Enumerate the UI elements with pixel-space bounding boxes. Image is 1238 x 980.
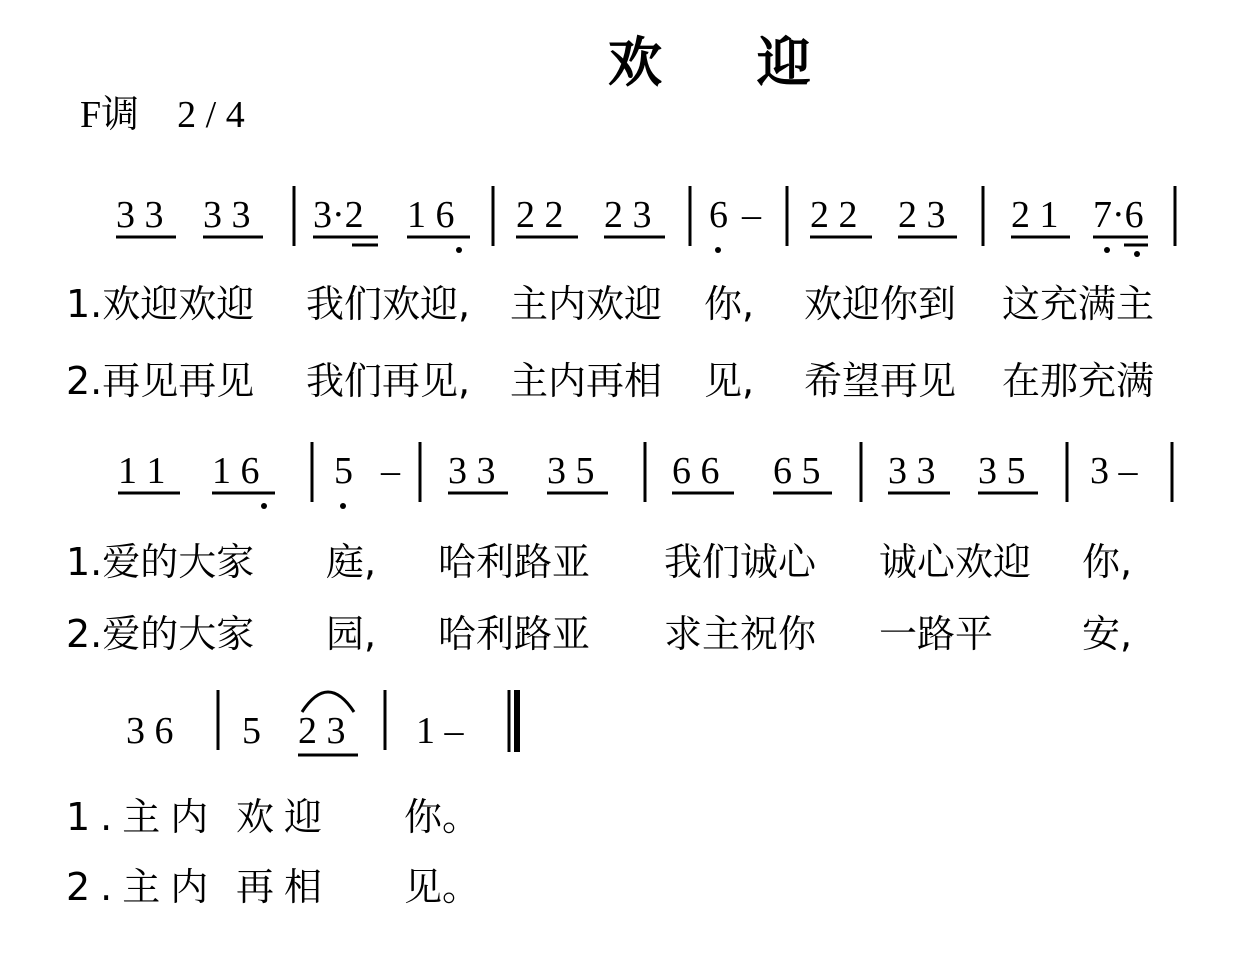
lyric-verse2: 我们再见, (306, 359, 471, 403)
low-octave-dot (261, 503, 267, 509)
lyric-verse1: 我们欢迎, (306, 282, 471, 326)
lyric-verse2: 见。 (404, 865, 481, 909)
note-group: 3 3 (116, 194, 164, 236)
lyric-verse1: 1.主内 (66, 795, 219, 839)
lyric-verse2: 2.再见再见 (66, 359, 255, 403)
note-group: 6 5 (773, 450, 821, 492)
lyric-verse2: 见, (704, 359, 755, 403)
note-group: 2 3 (604, 194, 652, 236)
slur (302, 692, 354, 712)
note-dash: – (742, 194, 761, 236)
note-group: 2 2 (516, 194, 564, 236)
lyric-verse2: 2.主内 (66, 865, 219, 909)
note-group: 2 2 (810, 194, 858, 236)
low-octave-dot (340, 503, 346, 509)
lyric-verse2: 希望再见 (804, 359, 957, 403)
key-time-signature: F调 2 / 4 (80, 94, 245, 136)
note-group: 2 1 (1011, 194, 1059, 236)
lyric-verse2: 求主祝你 (664, 612, 817, 656)
note-group: 3·2 (313, 194, 364, 236)
lyric-verse2: 一路平 (879, 612, 994, 656)
note-group: 3 5 (978, 450, 1026, 492)
lyric-verse2: 再相 (236, 865, 333, 909)
lyric-verse2: 安, (1082, 612, 1133, 656)
lyric-verse1: 哈利路亚 (438, 540, 591, 584)
note-group: 6 (709, 194, 728, 236)
lyric-verse1: 1.欢迎欢迎 (66, 282, 255, 326)
note-group: 3 3 (203, 194, 251, 236)
note-group: 6 6 (672, 450, 720, 492)
note-group: 7·6 (1093, 194, 1144, 236)
lyric-verse2: 2.爱的大家 (66, 612, 255, 656)
note-group: 3 5 (547, 450, 595, 492)
lyric-verse1: 庭, (326, 540, 377, 584)
lyric-verse1: 1.爱的大家 (66, 540, 255, 584)
low-octave-dot (456, 247, 462, 253)
song-title: 欢 迎 (608, 31, 849, 94)
lyric-verse1: 诚心欢迎 (879, 540, 1032, 584)
note-group: 3 3 (448, 450, 496, 492)
lyric-verse1: 你, (704, 282, 755, 326)
lyric-verse1: 欢迎 (236, 795, 333, 839)
note-dash: – (381, 450, 400, 492)
note-group: 1 6 (212, 450, 260, 492)
note-group: 3 3 (888, 450, 936, 492)
note-group: 5 (242, 710, 261, 752)
note-group: 3 – (1090, 450, 1138, 492)
lyric-verse1: 你, (1082, 540, 1133, 584)
lyric-verse1: 我们诚心 (664, 540, 817, 584)
lyric-verse1: 这充满主 (1002, 282, 1155, 326)
lyric-verse2: 主内再相 (510, 359, 663, 403)
note-group: 2 3 (298, 710, 346, 752)
note-group: 2 3 (898, 194, 946, 236)
low-octave-dot (1134, 251, 1140, 257)
lyric-verse2: 在那充满 (1002, 359, 1155, 403)
note-group: 1 – (416, 710, 464, 752)
lyric-verse2: 园, (326, 612, 377, 656)
lyric-verse1: 欢迎你到 (804, 282, 957, 326)
note-group: 1 1 (118, 450, 166, 492)
lyric-verse1: 你。 (404, 795, 481, 839)
note-group: 3 6 (126, 710, 174, 752)
low-octave-dot (1104, 247, 1110, 253)
note-group: 5 (334, 450, 353, 492)
note-group: 1 6 (407, 194, 455, 236)
lyric-verse2: 哈利路亚 (438, 612, 591, 656)
low-octave-dot (715, 247, 721, 253)
lyric-verse1: 主内欢迎 (510, 282, 663, 326)
